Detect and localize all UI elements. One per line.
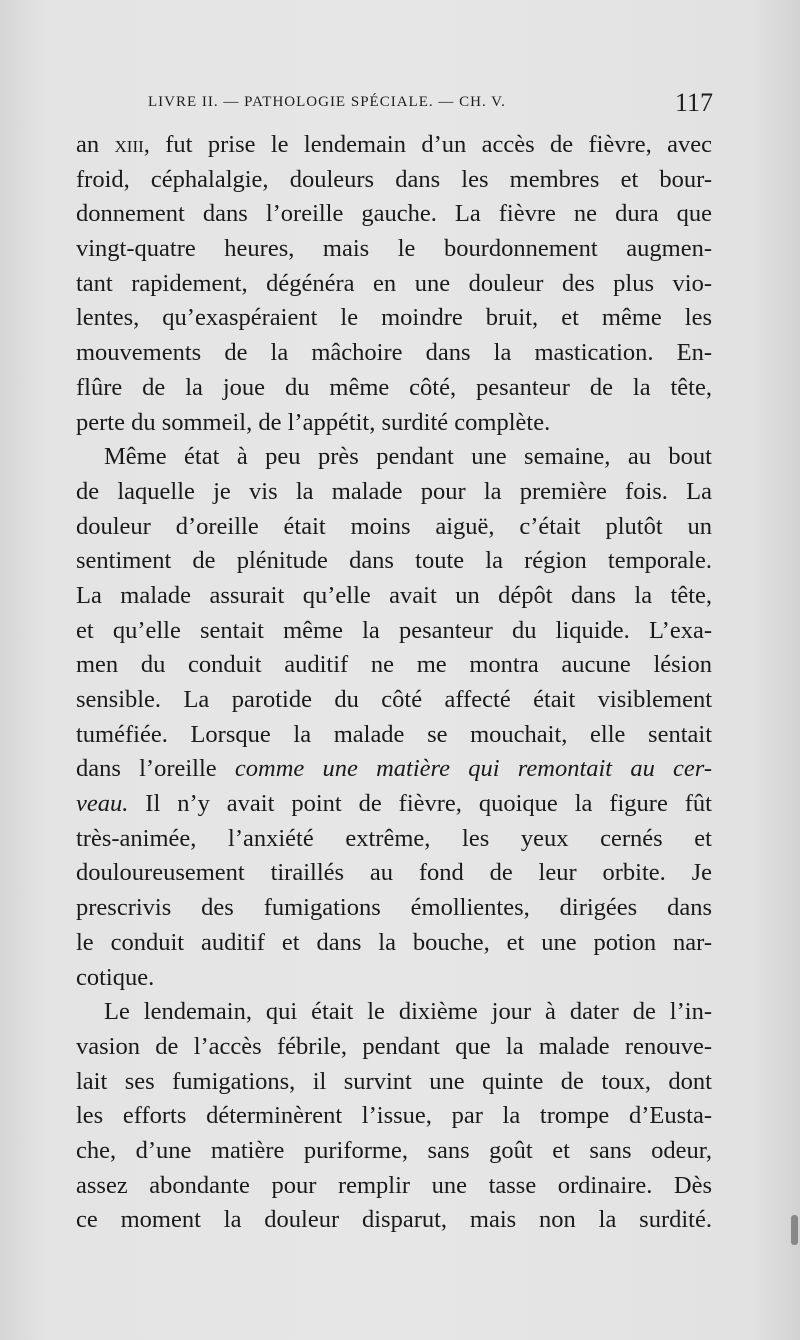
scan-edge-mark bbox=[791, 1215, 798, 1245]
paragraph-start-line: Même état à peu près pendant une semaine, au bout bbox=[104, 443, 712, 471]
text-line: de laquelle je vis la malade pour la première fois. La bbox=[76, 477, 712, 505]
text-line: et qu’elle sentait même la pesanteur du liquide. L’exa- bbox=[76, 616, 712, 644]
text-line: men du conduit auditif ne me montra aucune lésion bbox=[76, 651, 712, 679]
text-line: tant rapidement, dégénéra en une douleur des plus vio- bbox=[76, 269, 712, 297]
text-line: vingt-quatre heures, mais le bourdonnement augmen- bbox=[76, 235, 712, 263]
text-line: dans l’oreille comme une matière qui remontait au cer- bbox=[76, 755, 713, 783]
running-head bbox=[148, 90, 713, 120]
text-line: che, d’une matière puriforme, sans goût et sans odeur, bbox=[76, 1136, 712, 1164]
text-line: très-animée, l’anxiété extrême, les yeux cernés et bbox=[76, 824, 712, 852]
text-line: vasion de l’accès fébrile, pendant que la malade renouve- bbox=[76, 1032, 712, 1060]
running-title: LIVRE II. — PATHOLOGIE SPÉCIALE. — CH. V. bbox=[148, 94, 506, 110]
text-line: froid, céphalalgie, douleurs dans les membres et bour- bbox=[76, 165, 712, 193]
text-line: les efforts déterminèrent l’issue, par la trompe d’Eusta- bbox=[76, 1102, 712, 1130]
text-line: douloureusement tiraillés au fond de leur orbite. Je bbox=[76, 859, 712, 887]
text-line: le conduit auditif et dans la bouche, et une potion nar- bbox=[76, 928, 712, 956]
text-line: donnement dans l’oreille gauche. La fièvre ne dura que bbox=[76, 200, 712, 228]
text-line: prescrivis des fumigations émollientes, dirigées dans bbox=[76, 894, 712, 922]
text-line: mouvements de la mâchoire dans la mastication. En- bbox=[76, 339, 712, 367]
body-text bbox=[76, 128, 712, 1238]
page-number: 117 bbox=[674, 88, 713, 117]
text-line: an xiii, fut prise le lendemain d’un accès de fièvre, avec bbox=[76, 131, 713, 158]
text-line: veau. Il n’y avait point de fièvre, quoique la figure fût bbox=[76, 790, 712, 818]
italic-phrase: comme une matière qui remontait au cer- bbox=[234, 755, 713, 783]
text-line: douleur d’oreille était moins aiguë, c’était plutôt un bbox=[76, 512, 712, 540]
italic-phrase: veau. bbox=[76, 790, 129, 818]
text-line: lait ses fumigations, il survint une quinte de toux, dont bbox=[76, 1067, 712, 1095]
text-line: lentes, qu’exaspéraient le moindre bruit, et même les bbox=[76, 304, 712, 332]
text-line: tuméfiée. Lorsque la malade se mouchait, elle sentait bbox=[76, 720, 712, 748]
text-line: assez abondante pour remplir une tasse ordinaire. Dès bbox=[76, 1171, 712, 1199]
text-line: sentiment de plénitude dans toute la région temporale. bbox=[76, 547, 712, 575]
text-line: ce moment la douleur disparut, mais non la surdité. bbox=[76, 1206, 712, 1234]
text-line: perte du sommeil, de l’appétit, surdité complète. bbox=[76, 408, 551, 436]
paragraph-start-line: Le lendemain, qui était le dixième jour à dater de l’in- bbox=[104, 998, 712, 1026]
text-line: flûre de la joue du même côté, pesanteur de la tête, bbox=[76, 373, 712, 401]
text-line: sensible. La parotide du côté affecté était visiblement bbox=[76, 686, 712, 713]
text-line: La malade assurait qu’elle avait un dépôt dans la tête, bbox=[76, 581, 712, 609]
text-line: cotique. bbox=[76, 963, 155, 991]
